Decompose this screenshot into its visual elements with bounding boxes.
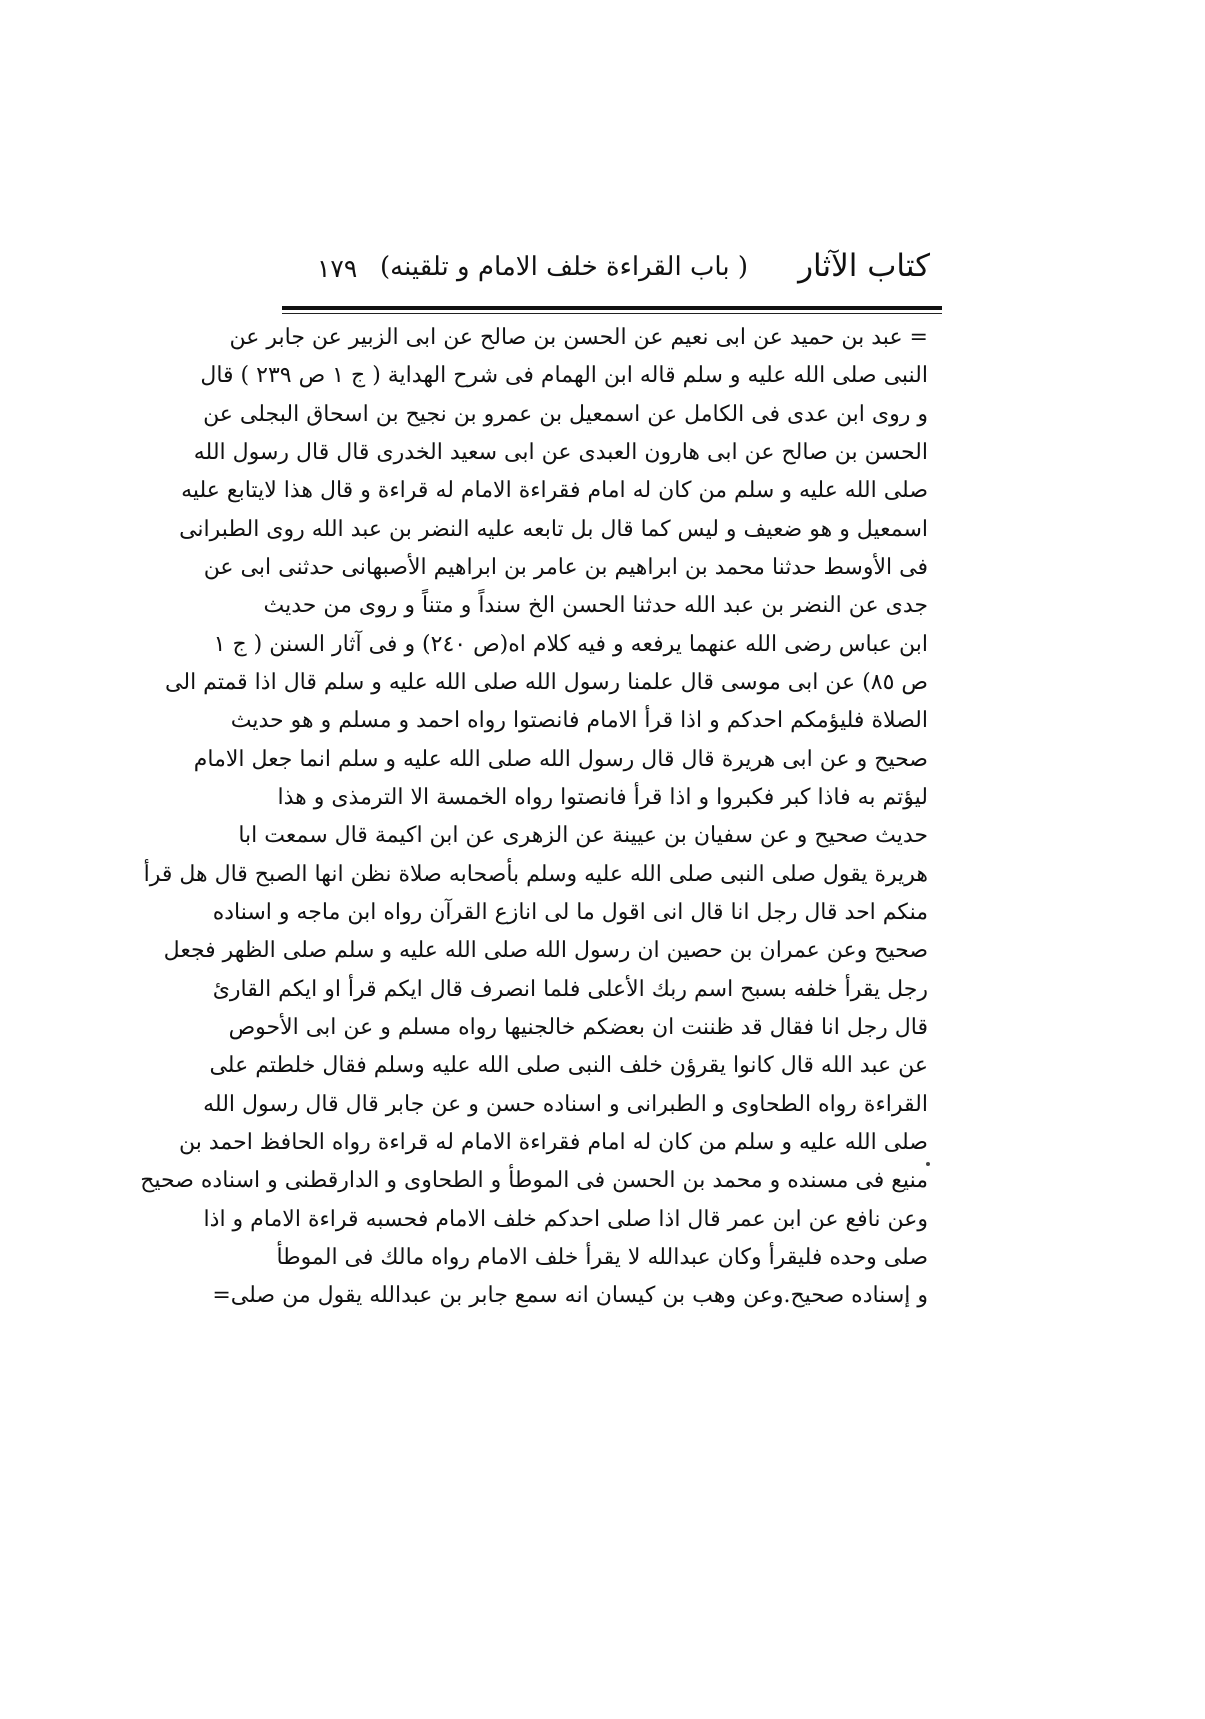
text-line-26: و إسناده صحيح.وعن وهب بن كيسان انه سمع جابر بن عبدالله يقول من صلى=	[212, 1283, 928, 1309]
text-line-12: صحيح و عن ابى هريرة قال قال رسول الله صلى الله عليه و سلم انما جعل الامام	[193, 746, 928, 772]
margin-dot	[926, 1162, 930, 1166]
text-line-5: صلى الله عليه و سلم من كان له امام فقراءة الامام له قراءة و قال هذا لايتابع عليه	[181, 478, 928, 504]
text-line-3: و روى ابن عدى فى الكامل عن اسمعيل بن عمرو بن نجيح بن اسحاق البجلى عن	[203, 401, 928, 427]
page-number: ١٧٩	[317, 254, 358, 283]
text-line-13: ليؤتم به فاذا كبر فكبروا و اذا قرأ فانصتوا رواه الخمسة الا الترمذى و هذا	[277, 784, 928, 810]
text-line-10: ص ٨٥) عن ابى موسى قال علمنا رسول الله صلى الله عليه و سلم قال اذا قمتم الى	[165, 669, 928, 695]
text-line-7: فى الأوسط حدثنا محمد بن ابراهيم بن عامر بن ابراهيم الأصبهانى حدثنى ابى عن	[203, 554, 928, 580]
text-line-14: حديث صحيح و عن سفيان بن عيينة عن الزهرى عن ابن اكيمة قال سمعت ابا	[238, 823, 928, 849]
text-line-4: الحسن بن صالح عن ابى هارون العبدى عن ابى سعيد الخدرى قال قال رسول الله	[193, 439, 928, 465]
text-line-6: اسمعيل و هو ضعيف و ليس كما قال بل تابعه عليه النضر بن عبد الله روى الطبرانى	[179, 516, 928, 542]
body-text	[140, 319, 928, 1316]
text-line-20: عن عبد الله قال كانوا يقرؤن خلف النبى صلى الله عليه وسلم فقال خلطتم على	[209, 1053, 928, 1079]
page-header	[280, 248, 930, 298]
text-line-18: رجل يقرأ خلفه بسبح اسم ربك الأعلى فلما انصرف قال ايكم قرأ او ايكم القارئ	[212, 976, 928, 1002]
text-line-24: وعن نافع عن ابن عمر قال اذا صلى احدكم خلف الامام فحسبه قراءة الامام و اذا	[203, 1206, 928, 1232]
text-line-15: هريرة يقول صلى النبى صلى الله عليه وسلم بأصحابه صلاة نظن انها الصبح قال هل قرأ	[143, 861, 928, 887]
text-line-25: صلى وحده فليقرأ وكان عبدالله لا يقرأ خلف الامام رواه مالك فى الموطأ	[276, 1244, 928, 1270]
text-line-11: الصلاة فليؤمكم احدكم و اذا قرأ الامام فانصتوا رواه احمد و مسلم و هو حديث	[230, 708, 928, 734]
text-line-1: = عبد بن حميد عن ابى نعيم عن الحسن بن صالح عن ابى الزبير عن جابر عن	[229, 325, 928, 350]
text-line-2: النبى صلى الله عليه و سلم قاله ابن الهمام فى شرح الهداية ( ج ١ ص ٢٣٩ ) قال	[200, 363, 928, 389]
chapter-title: ( باب القراءة خلف الامام و تلقينه)	[380, 252, 748, 282]
text-line-23: منيع فى مسنده و محمد بن الحسن فى الموطأ و الطحاوى و الدارقطنى و اسناده صحيح	[140, 1168, 928, 1194]
text-line-8: جدى عن النضر بن عبد الله حدثنا الحسن الخ سنداً و متناً و روى من حديث	[263, 593, 928, 619]
header-rule-thin	[282, 313, 942, 314]
header-rule-thick	[282, 306, 942, 310]
text-line-9: ابن عباس رضى الله عنهما يرفعه و فيه كلام اه(ص ٢٤٠) و فى آثار السنن ( ج ١	[213, 631, 928, 657]
text-line-22: صلى الله عليه و سلم من كان له امام فقراءة الامام له قراءة رواه الحافظ احمد بن	[178, 1129, 928, 1155]
text-line-21: القراءة رواه الطحاوى و الطبرانى و اسناده حسن و عن جابر قال قال رسول الله	[203, 1091, 928, 1117]
text-line-16: منكم احد قال رجل انا قال انى اقول ما لى انازع القرآن رواه ابن ماجه و اسناده	[212, 899, 928, 925]
text-line-19: قال رجل انا فقال قد ظننت ان بعضكم خالجنيها رواه مسلم و عن ابى الأحوص	[228, 1014, 928, 1040]
text-line-17: صحيح وعن عمران بن حصين ان رسول الله صلى الله عليه و سلم صلى الظهر فجعل	[163, 938, 928, 964]
book-title: كتاب الآثار	[798, 248, 930, 284]
